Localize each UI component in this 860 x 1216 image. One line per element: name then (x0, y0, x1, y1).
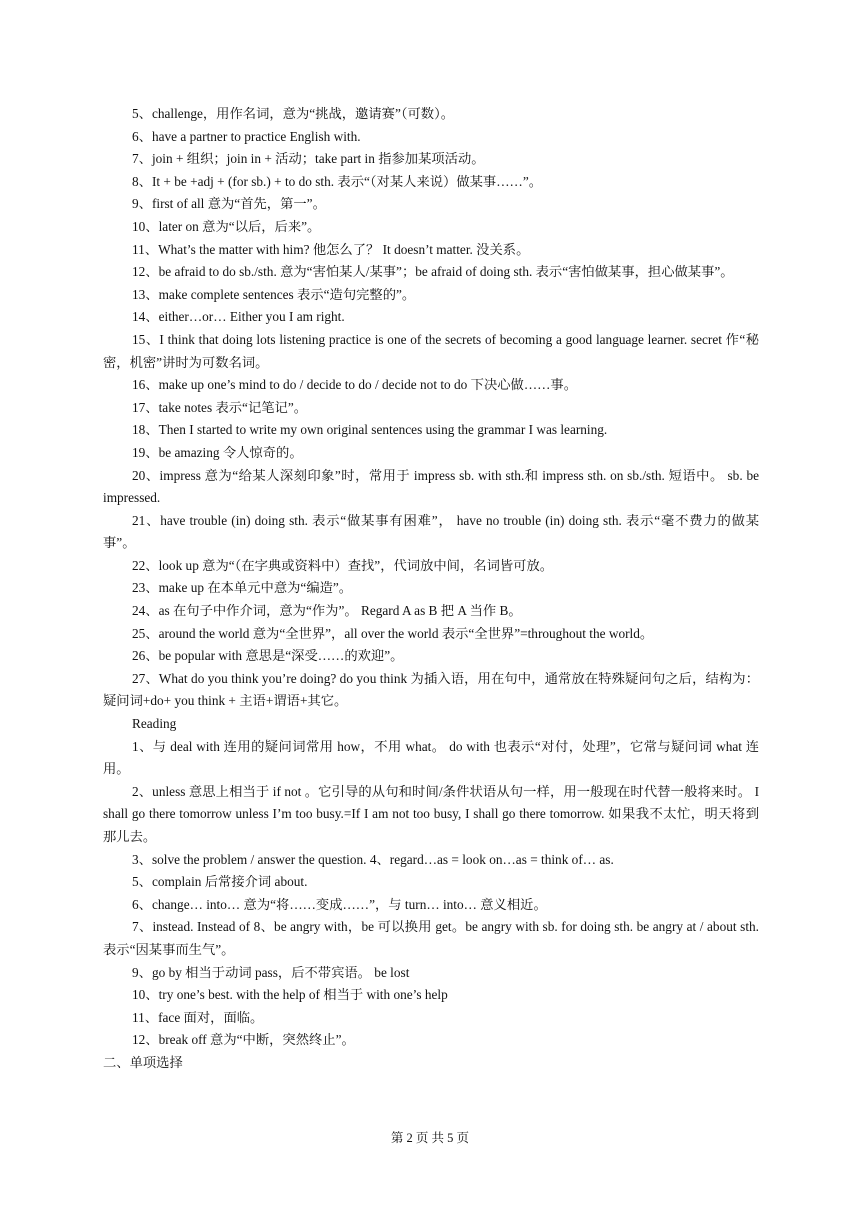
note-line: 12、break off 意为“中断，突然终止”。 (132, 1032, 355, 1048)
note-line: 5、challenge，用作名词，意为“挑战，邀请赛”（可数）。 (132, 106, 455, 121)
note-line: 7、instead. Instead of 8、be angry with，be 可以换用 get。be angry with sb. for doing sth. be angry at / about sth. 表示“因某事而生气”。 (103, 919, 759, 957)
note-line: 24、as 在句子中作介词，意为“作为”。 Regard A as B 把 A 当作 B。 (132, 603, 522, 619)
document-body (103, 103, 759, 1075)
note-line: 23、make up 在本单元中意为“编造”。 (132, 580, 353, 596)
note-line: 27、What do you think you’re doing? do you think 为插入语，用在句中，通常放在特殊疑问句之后，结构为：疑问词+do+ you think + 主语+谓语+其它。 (103, 670, 759, 709)
note-line: 5、complain 后常接介词 about. (132, 874, 308, 890)
note-line: 10、later on 意为“以后，后来”。 (132, 218, 321, 234)
note-line: 11、face 面对，面临。 (132, 1009, 264, 1025)
page-footer: 第 2 页 共 5 页 (390, 1131, 470, 1145)
note-line: 21、have trouble (in) doing sth. 表示“做某事有困难”， have no trouble (in) doing sth. 表示“毫不费力的做某事”。 (103, 512, 759, 551)
section-heading: 二、单项选择 (103, 1054, 183, 1070)
note-line: 15、I think that doing lots listening practice is one of the secrets of becoming a good language learner. secret 作“秘密，机密”讲时为可数名词。 (103, 331, 759, 370)
note-line: 9、go by 相当于动词 pass，后不带宾语。 be lost (132, 964, 410, 980)
note-line: 2、unless 意思上相当于 if not 。它引导的从句和时间/条件状语从句一样，用一般现在时代替一般将来时。 I shall go there tomorrow unless I’m too busy.=If I am not too busy, I shall go there tomorrow. 如果我不太忙，明天将到那儿去。 (103, 783, 759, 844)
note-line: 9、first of all 意为“首先，第一”。 (132, 196, 326, 212)
note-line: 10、try one’s best. with the help of 相当于 with one’s help (132, 987, 448, 1003)
note-line: 8、It + be +adj + (for sb.) + to do sth. 表示“（对某人来说）做某事……”。 (132, 173, 543, 189)
reading-heading: Reading (132, 716, 177, 732)
note-line: 12、be afraid to do sb./sth. 意为“害怕某人/某事”；be afraid of doing sth. 表示“害怕做某事，担心做某事”。 (132, 264, 734, 280)
note-line: 18、Then I started to write my own original sentences using the grammar I was learning. (132, 422, 608, 438)
note-line: 22、look up 意为“（在字典或资料中）查找”，代词放中间，名词皆可放。 (132, 557, 554, 573)
note-line: 19、be amazing 令人惊奇的。 (132, 444, 303, 460)
note-line: 26、be popular with 意思是“深受……的欢迎”。 (132, 648, 404, 664)
note-line: 13、make complete sentences 表示“造句完整的”。 (132, 286, 416, 302)
note-line: 11、What’s the matter with him? 他怎么了？ It doesn’t matter. 没关系。 (132, 241, 530, 257)
note-line: 1、与 deal with 连用的疑问词常用 how，不用 what。 do with 也表示“对付，处理”，它常与疑问词 what 连用。 (103, 738, 759, 777)
note-line: 14、either…or… Either you I am right. (132, 309, 345, 325)
note-line: 7、join + 组织；join in + 活动；take part in 指参加某项活动。 (132, 151, 485, 167)
note-line: 17、take notes 表示“记笔记”。 (132, 399, 308, 415)
note-line: 25、around the world 意为“全世界”，all over the world 表示“全世界”=throughout the world。 (132, 625, 654, 641)
note-line: 6、change… into… 意为“将……变成……”，与 turn… into… 意义相近。 (132, 896, 547, 912)
note-line: 16、make up one’s mind to do / decide to do / decide not to do 下决心做……事。 (132, 377, 578, 393)
note-line: 3、solve the problem / answer the question. 4、regard…as = look on…as = think of… as. (132, 851, 614, 867)
note-line: 6、have a partner to practice English with. (132, 128, 361, 144)
note-line: 20、impress 意为“给某人深刻印象”时，常用于 impress sb. with sth.和 impress sth. on sb./sth. 短语中。 sb. be impressed. (103, 467, 759, 506)
